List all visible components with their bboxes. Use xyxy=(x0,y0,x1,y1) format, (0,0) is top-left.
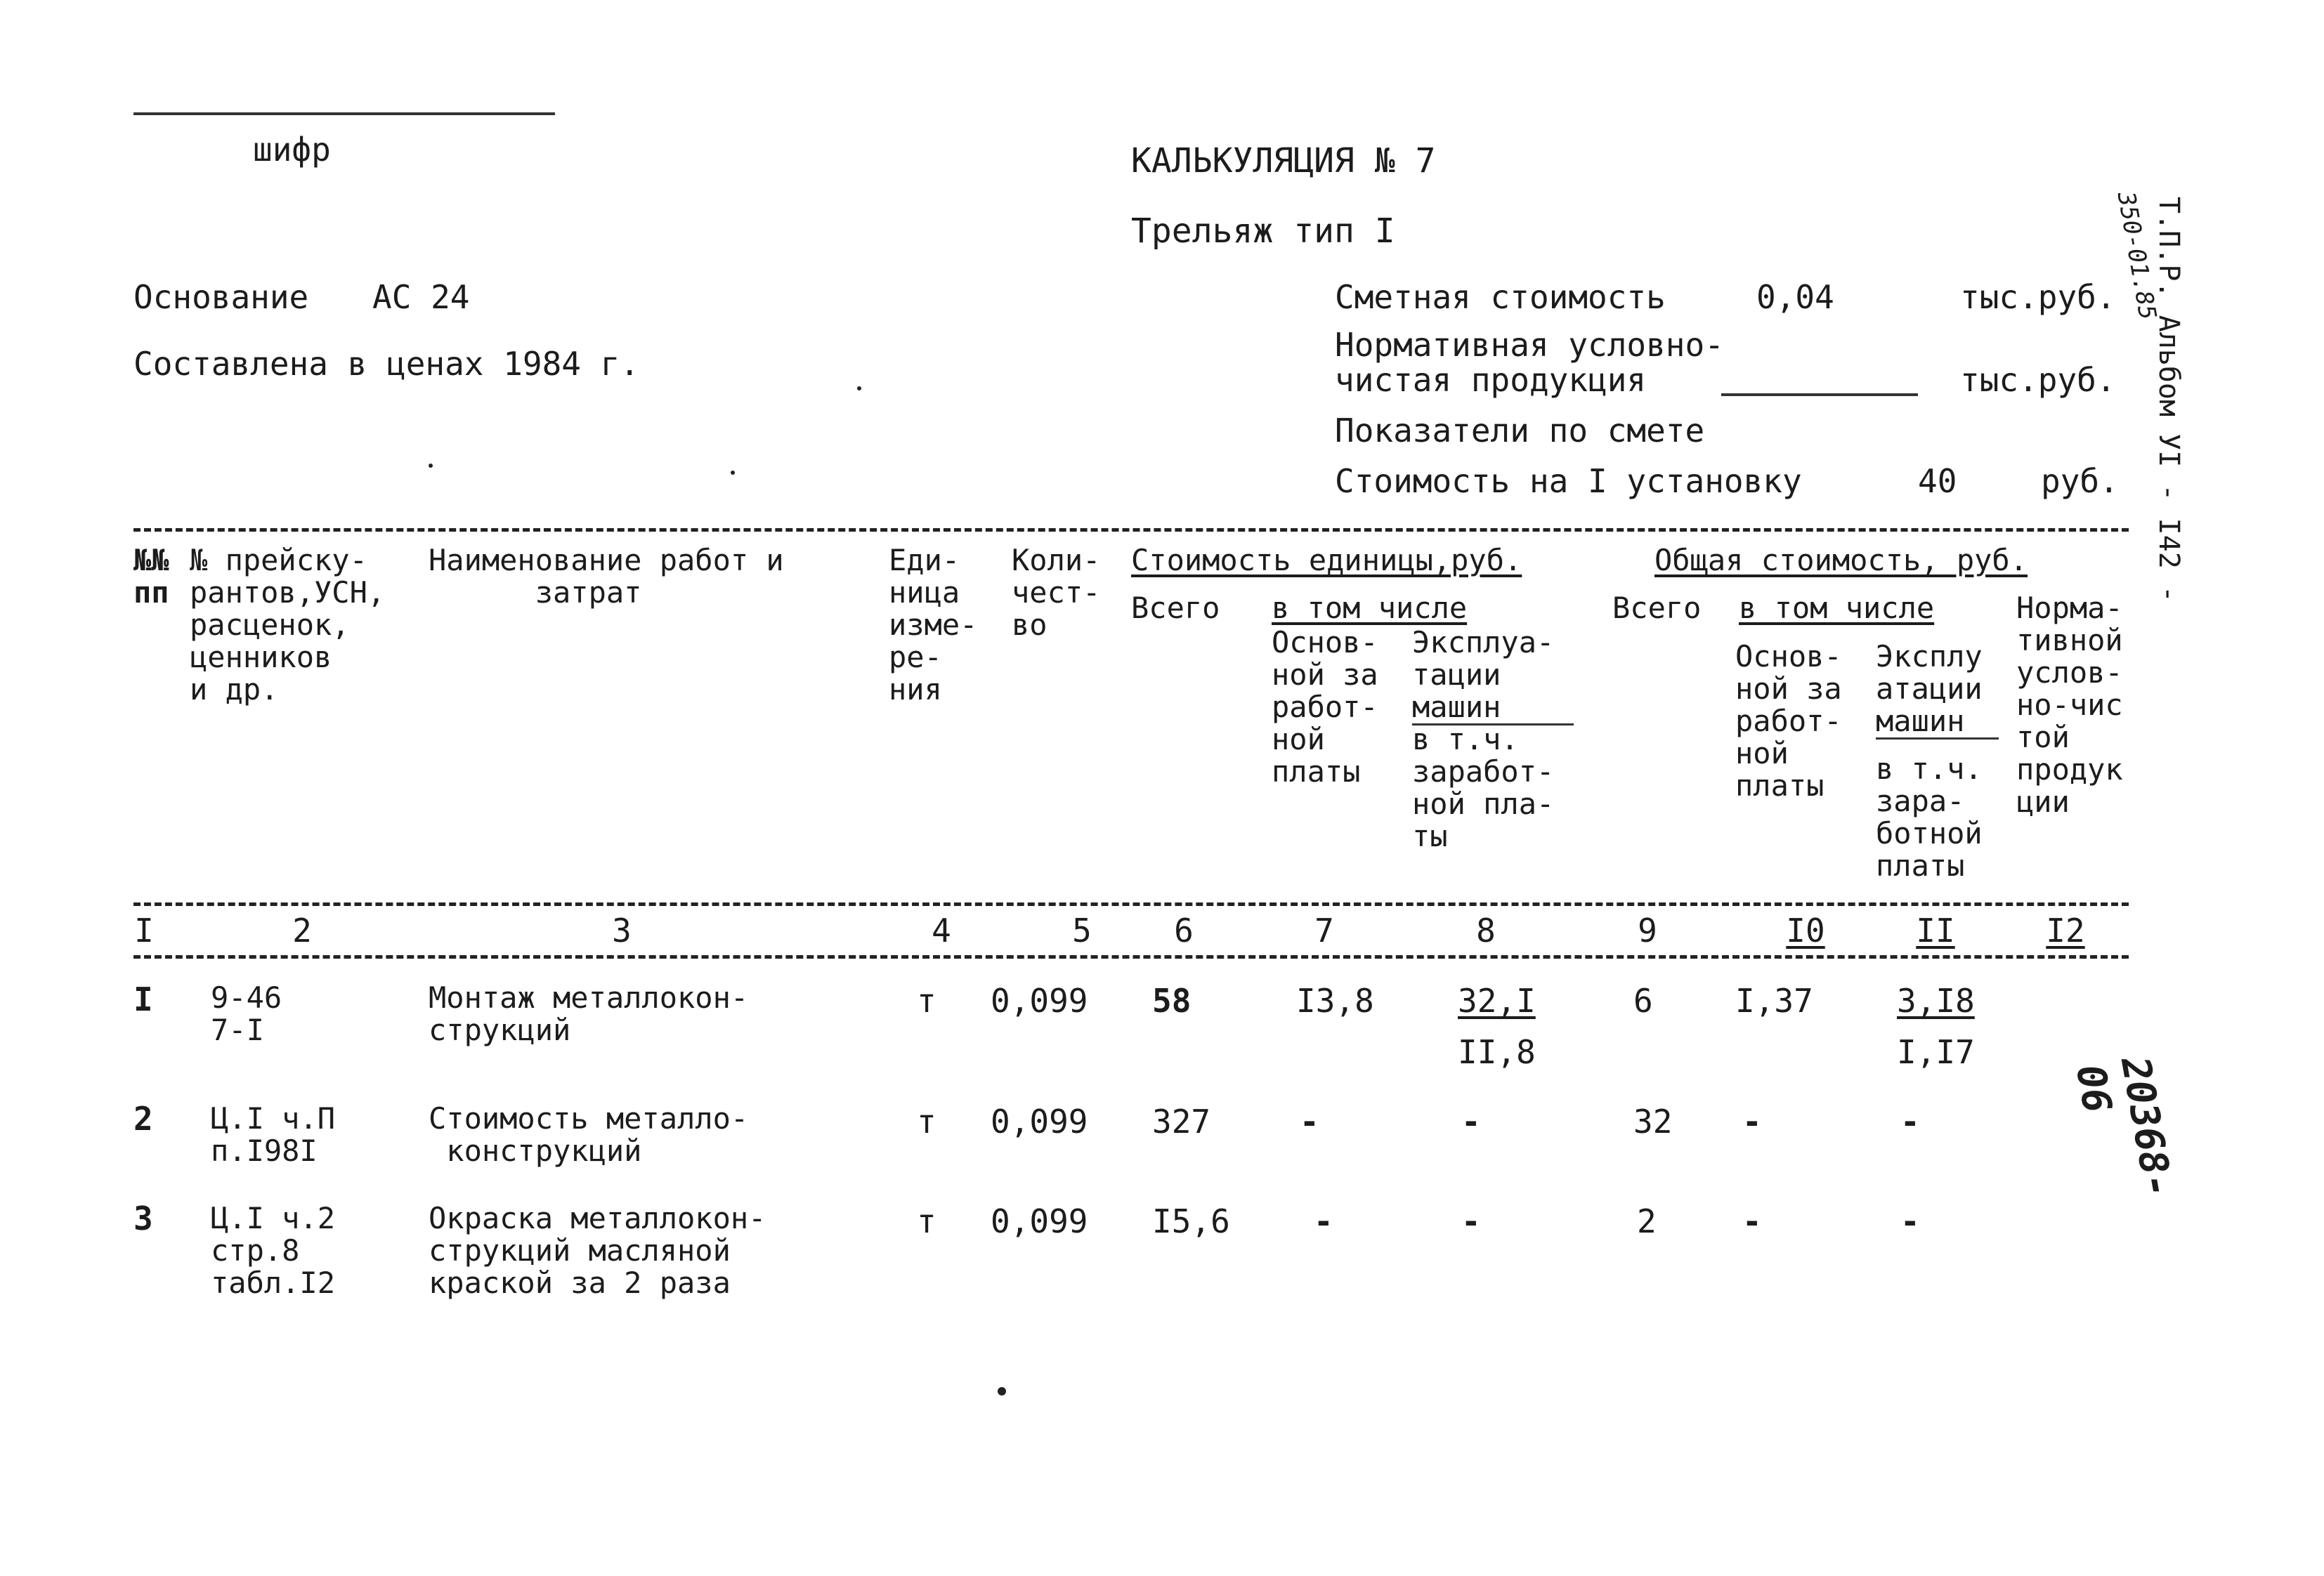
code-handwritten: 350-01.85 xyxy=(2111,190,2162,322)
row-unit: т xyxy=(917,982,936,1020)
cipher-label: шифр xyxy=(253,131,331,169)
row-total-wage: I,37 xyxy=(1735,982,1813,1020)
table-top-rule xyxy=(133,528,2129,532)
header-col-2: № прейску- рантов,УСН, расценок, ценников и др. xyxy=(190,543,386,707)
header-col-7: Основ- ной за работ- ной платы xyxy=(1272,625,1378,789)
column-number-8: 8 xyxy=(1476,912,1496,950)
normative-unit: тыс.руб. xyxy=(1960,361,2116,399)
row-unit: т xyxy=(917,1103,936,1141)
header-total-cost-group: Общая стоимость, руб. xyxy=(1654,543,2028,577)
header-bottom-rule xyxy=(133,902,2129,906)
basis-value: АС 24 xyxy=(372,278,470,316)
header-col-1: №№ пп xyxy=(133,543,169,610)
row-unit-wage: - xyxy=(1300,1103,1319,1141)
header-col-8-wages: в т.ч. заработ- ной пла- ты xyxy=(1412,722,1555,853)
per-install-label: Стоимость на I установку xyxy=(1335,462,1802,500)
row-qty: 0,099 xyxy=(991,1103,1088,1141)
row-name: Окраска металлокон- струкций масляной краской за 2 раза xyxy=(429,1201,766,1300)
header-col-9: Всего xyxy=(1612,591,1702,625)
basis-label: Основание xyxy=(133,278,309,316)
normative-label-line1: Нормативная условно- xyxy=(1335,326,1724,364)
scan-speck xyxy=(998,1387,1006,1396)
header-col-11-wages: в т.ч. зара- ботной платы xyxy=(1876,751,1983,883)
row-total: 2 xyxy=(1637,1202,1657,1240)
column-number-5: 5 xyxy=(1072,912,1092,950)
row-total-machines: - xyxy=(1900,1103,1920,1141)
scan-speck xyxy=(857,386,861,390)
row-unit: т xyxy=(917,1202,936,1240)
row-total-machines-wage: I,I7 xyxy=(1897,1033,1975,1071)
row-unit-wage: - xyxy=(1314,1202,1333,1240)
header-col-11-machines: Эксплу атации машин xyxy=(1876,639,1983,738)
column-numbers-rule xyxy=(133,955,2129,959)
column-number-3: 3 xyxy=(612,912,632,950)
header-col-10: Основ- ной за работ- ной платы xyxy=(1735,639,1842,803)
normative-blank-line xyxy=(1721,393,1918,396)
row-number: 2 xyxy=(133,1100,153,1138)
row-qty: 0,099 xyxy=(991,1202,1088,1240)
column-number-1: I xyxy=(134,912,154,950)
column-number-10: I0 xyxy=(1786,912,1825,950)
inventory-stamp: 20368-06 xyxy=(2066,1053,2182,1202)
row-code: Ц.I ч.П п.I98I xyxy=(211,1101,336,1168)
header-col-4: Еди- ница изме- ре- ния xyxy=(889,543,978,707)
row-unit-machines: - xyxy=(1461,1103,1481,1141)
per-install-unit: руб. xyxy=(2041,462,2119,500)
top-rule xyxy=(133,112,555,115)
row-number: 3 xyxy=(133,1200,153,1237)
row-total-wage: - xyxy=(1742,1103,1762,1141)
row-unit-total: I5,6 xyxy=(1152,1202,1230,1240)
header-col-6: Всего xyxy=(1131,591,1220,625)
row-unit-machines: - xyxy=(1461,1202,1481,1240)
row-total-wage: - xyxy=(1742,1202,1762,1240)
row-name: Стоимость металло- конструкций xyxy=(429,1101,749,1168)
scan-speck xyxy=(731,471,735,475)
column-number-7: 7 xyxy=(1314,912,1334,950)
scan-speck xyxy=(429,464,433,468)
header-col-5: Коли- чест- во xyxy=(1012,543,1101,642)
row-unit-total: 327 xyxy=(1152,1103,1211,1141)
header-col-12: Норма- тивной услов- но-чис той продук ции xyxy=(2016,591,2123,819)
estimate-cost-value: 0,04 xyxy=(1756,278,1834,316)
row-unit-machines-wage: II,8 xyxy=(1458,1033,1536,1071)
row-unit-total: 58 xyxy=(1152,982,1192,1020)
row-name: Монтаж металлокон- струкций xyxy=(429,980,749,1047)
normative-label-line2: чистая продукция xyxy=(1335,361,1647,399)
estimate-cost-label: Сметная стоимость xyxy=(1335,278,1666,316)
column-number-4: 4 xyxy=(932,912,951,950)
document-subtitle: Трельяж тип I xyxy=(1131,211,1395,251)
row-code: Ц.I ч.2 стр.8 табл.I2 xyxy=(211,1201,336,1300)
header-unit-including: в том числе xyxy=(1272,591,1468,625)
header-col-3: Наименование работ и затрат xyxy=(429,543,784,610)
row-unit-wage: I3,8 xyxy=(1296,982,1374,1020)
row-total: 6 xyxy=(1633,982,1653,1020)
header-col-8-machines: Эксплуа- тации машин xyxy=(1412,625,1555,724)
row-number: I xyxy=(133,980,153,1018)
indicators-label: Показатели по смете xyxy=(1335,412,1705,449)
row-qty: 0,099 xyxy=(991,982,1088,1020)
column-number-12: I2 xyxy=(2046,912,2085,950)
row-total-machines: 3,I8 xyxy=(1897,982,1975,1020)
header-col-11-divider xyxy=(1876,737,1999,740)
row-code: 9-46 7-I xyxy=(211,980,282,1047)
per-install-value: 40 xyxy=(1918,462,1957,500)
estimate-cost-unit: тыс.руб. xyxy=(1960,278,2116,316)
row-unit-machines: 32,I xyxy=(1458,982,1536,1020)
header-unit-cost-group: Стоимость единицы,руб. xyxy=(1131,543,1522,577)
column-number-9: 9 xyxy=(1638,912,1657,950)
row-total-machines: - xyxy=(1900,1202,1920,1240)
document-title: КАЛЬКУЛЯЦИЯ № 7 xyxy=(1131,141,1436,180)
album-reference: Т.П.Р. Альбом УI - I42 - xyxy=(2153,197,2185,603)
column-number-2: 2 xyxy=(292,912,312,950)
column-number-11: II xyxy=(1916,912,1955,950)
row-total: 32 xyxy=(1633,1103,1673,1141)
prices-note: Составлена в ценах 1984 г. xyxy=(133,345,640,383)
column-number-6: 6 xyxy=(1174,912,1194,950)
header-total-including: в том числе xyxy=(1739,591,1935,625)
